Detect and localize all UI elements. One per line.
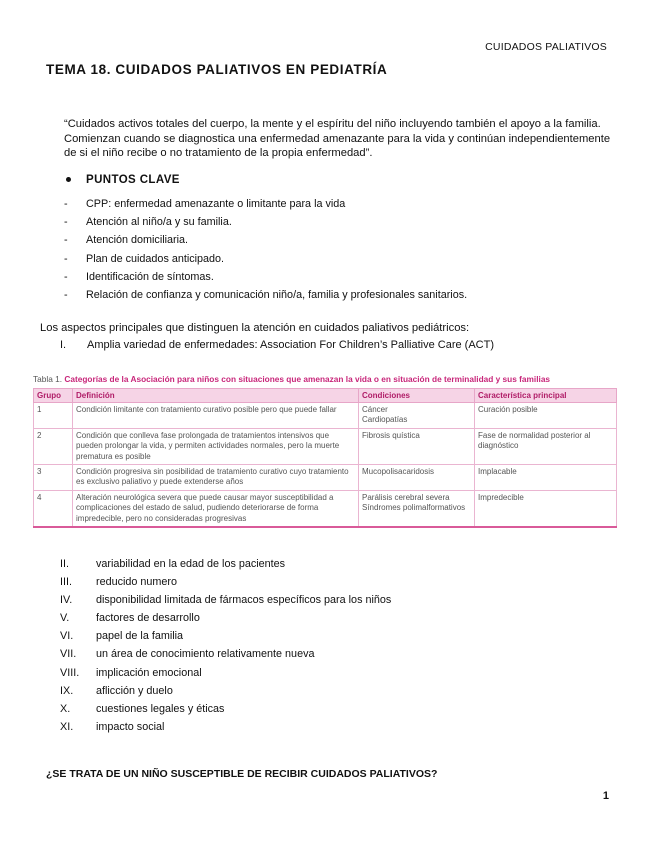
running-header: CUIDADOS PALIATIVOS <box>485 41 607 53</box>
table-caption-title: Categorías de la Asociación para niños con situaciones que amenazan la vida o en situación de terminalidad y sus familias <box>64 374 551 384</box>
cell-conditions: Parálisis cerebral severa Síndromes polimalformativos <box>359 490 475 527</box>
key-points-heading-text: PUNTOS CLAVE <box>86 174 180 186</box>
aspect-text: aflicción y duelo <box>96 684 173 697</box>
cell-feature: Curación posible <box>475 403 617 429</box>
dash-bullet: - <box>64 288 68 301</box>
column-header-conditions: Condiciones <box>359 389 475 403</box>
aspect-number: IV. <box>60 594 73 607</box>
aspect-item <box>60 718 391 736</box>
cell-definition: Condición limitante con tratamiento curativo posible pero que puede fallar <box>73 403 359 429</box>
aspect-number: III. <box>60 576 72 589</box>
aspect-text: papel de la familia <box>96 630 184 643</box>
aspect-item <box>60 339 494 351</box>
aspect-item <box>60 591 391 609</box>
aspect-item <box>60 682 391 700</box>
list-item-text: Identificación de síntomas. <box>86 270 214 283</box>
table-row <box>34 403 617 429</box>
aspect-number: II. <box>60 558 69 570</box>
key-points-list <box>64 195 467 304</box>
aspect-number: X. <box>60 702 71 715</box>
table-caption-label: Tabla 1. <box>33 374 63 384</box>
aspect-item <box>60 573 391 591</box>
aspect-text: impacto social <box>96 720 165 733</box>
list-item <box>64 231 467 249</box>
act-categories-table <box>33 388 617 528</box>
cell-definition: Condición progresiva sin posibilidad de tratamiento curativo cuyo tratamiento es exclusivo paliativo y puede extenderse años <box>73 465 359 491</box>
aspects-list <box>60 555 391 736</box>
cell-group: 1 <box>34 403 73 429</box>
cell-definition: Condición que conlleva fase prolongada de tratamientos intensivos que pueden prolongar la vida, y permiten actividades normales, pero la muerte prematura es posible <box>73 428 359 464</box>
cell-group: 2 <box>34 428 73 464</box>
page-title: TEMA 18. CUIDADOS PALIATIVOS EN PEDIATRÍA <box>46 62 388 77</box>
column-header-feature: Característica principal <box>475 389 617 403</box>
list-item <box>64 250 467 268</box>
aspect-text: variabilidad en la edad de los pacientes <box>96 558 286 570</box>
aspect-item <box>60 664 391 682</box>
list-item-text: Plan de cuidados anticipado. <box>86 252 225 265</box>
aspect-number: VI. <box>60 630 74 643</box>
page-number: 1 <box>602 790 609 802</box>
list-item-text: Atención al niño/a y su familia. <box>86 216 232 229</box>
aspect-text: disponibilidad limitada de fármacos específicos para los niños <box>96 594 392 607</box>
aspect-item <box>60 555 391 573</box>
dash-bullet: - <box>64 270 68 283</box>
dash-bullet: - <box>64 252 68 265</box>
dash-bullet: - <box>64 234 68 247</box>
key-points-heading <box>64 174 180 186</box>
definition-quote: “Cuidados activos totales del cuerpo, la mente y el espíritu del niño incluyendo también el apoyo a la familia. Comienzan cuando se diagnostica una enfermedad amenazante para la vida y continúan independientemente de si el niño recibe o no tratamiento de la propia enfermedad”. <box>64 118 611 159</box>
bullet-icon <box>66 177 71 182</box>
aspect-text: implicación emocional <box>96 666 202 679</box>
aspect-number: IX. <box>60 684 74 697</box>
aspect-item <box>60 700 391 718</box>
table-row <box>34 490 617 527</box>
aspect-text: factores de desarrollo <box>96 612 200 625</box>
aspect-number: XI. <box>60 720 74 733</box>
aspect-number: V. <box>60 612 70 625</box>
aspect-item <box>60 645 391 663</box>
cell-conditions: Fibrosis quística <box>359 428 475 464</box>
cell-conditions: Mucopolisacaridosis <box>359 465 475 491</box>
cell-feature: Impredecible <box>475 490 617 527</box>
column-header-definition: Definición <box>73 389 359 403</box>
aspect-text: Amplia variedad de enfermedades: Association For Children’s Palliative Care (ACT) <box>87 339 494 351</box>
list-item <box>64 213 467 231</box>
section-question: ¿SE TRATA DE UN NIÑO SUSCEPTIBLE DE RECIBIR CUIDADOS PALIATIVOS? <box>46 768 438 780</box>
table-caption <box>33 374 616 384</box>
cell-definition: Alteración neurológica severa que puede causar mayor susceptibilidad a complicaciones del estado de salud, pudiendo deteriorarse de forma impredecible, pero no consideradas progresivas <box>73 490 359 527</box>
list-item <box>64 195 467 213</box>
table-row <box>34 465 617 491</box>
aspect-item <box>60 627 391 645</box>
list-item-text: CPP: enfermedad amenazante o limitante para la vida <box>86 198 346 210</box>
aspect-item <box>60 609 391 627</box>
aspect-number: VIII. <box>60 666 80 679</box>
table-header-row <box>34 389 617 403</box>
column-header-group: Grupo <box>34 389 73 403</box>
aspect-text: reducido numero <box>96 576 178 589</box>
aspect-number: I. <box>60 339 67 351</box>
cell-feature: Fase de normalidad posterior al diagnóstico <box>475 428 617 464</box>
cell-group: 4 <box>34 490 73 527</box>
aspects-intro: Los aspectos principales que distinguen la atención en cuidados paliativos pediátricos: <box>40 322 470 334</box>
list-item-text: Atención domiciliaria. <box>86 234 189 247</box>
list-item <box>64 286 467 304</box>
table-row <box>34 428 617 464</box>
dash-bullet: - <box>64 216 68 229</box>
aspect-text: un área de conocimiento relativamente nueva <box>96 648 315 661</box>
list-item <box>64 268 467 286</box>
list-item-text: Relación de confianza y comunicación niño/a, familia y profesionales sanitarios. <box>86 288 468 301</box>
cell-conditions: Cáncer Cardiopatías <box>359 403 475 429</box>
aspect-text: cuestiones legales y éticas <box>96 702 225 715</box>
cell-group: 3 <box>34 465 73 491</box>
dash-bullet: - <box>64 198 68 210</box>
cell-feature: Implacable <box>475 465 617 491</box>
act-categories-table-block <box>33 374 616 528</box>
aspect-number: VII. <box>60 648 77 661</box>
